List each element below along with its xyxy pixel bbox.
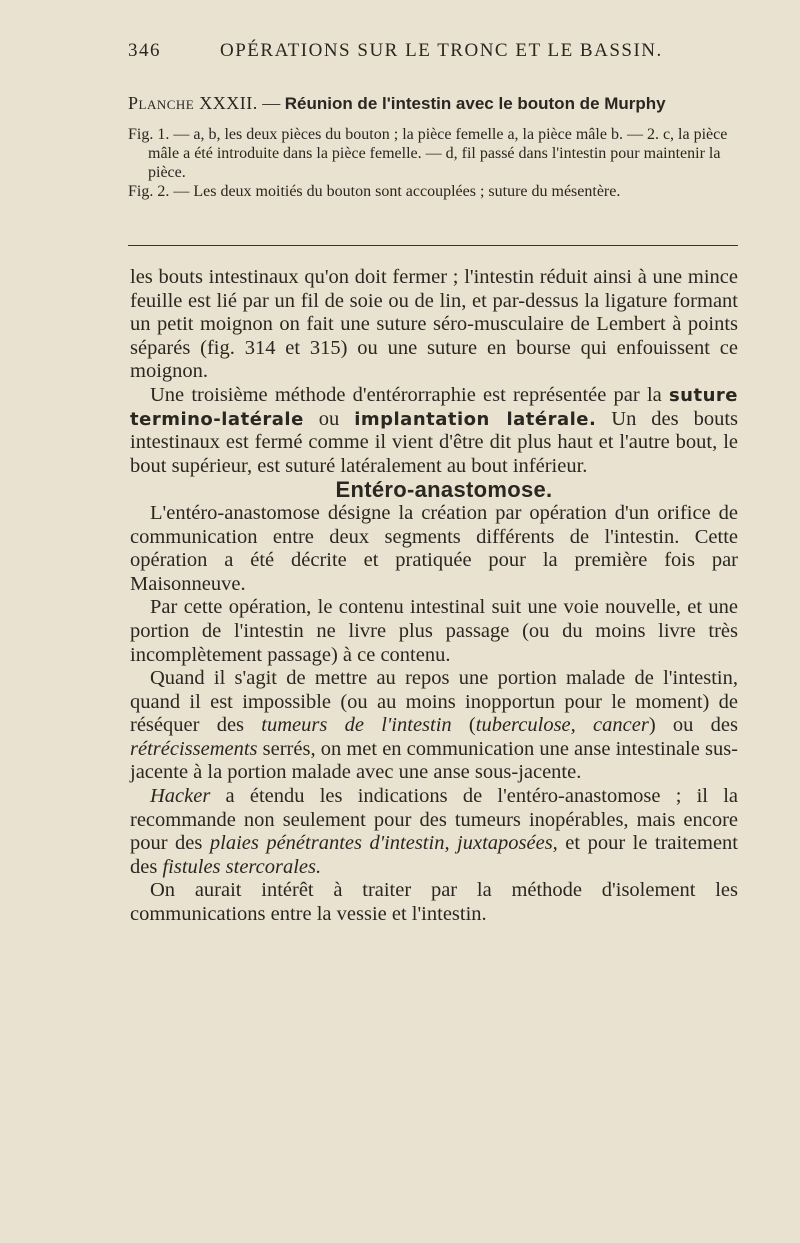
section-heading: Entéro-anastomose. [335, 477, 553, 503]
plate-title: Planche XXXII. — Réunion de l'intestin avec le bouton de Murphy [128, 93, 666, 113]
plate-heading: Réunion de l'intestin avec le bouton de Murphy [284, 94, 666, 113]
paragraph: Quand il s'agit de mettre au repos une portion malade de l'intestin, quand il est impossible (ou au moins inopportun pour le moment) de réséquer des tumeurs de l'intestin (tuberculose, cancer) ou des rétrécissements serrés, on met en communication une anse intestinale sus-jacente à la portion malade avec une anse sous-jacente. [130, 667, 739, 784]
figure-1-caption: Fig. 1. — a, b, les deux pièces du bouton ; la pièce femelle a, la pièce mâle b. — 2. c, la pièce mâle a été introduite dans la pièce femelle. — d, fil passé dans l'intestin pour maintenir la pièce. [128, 126, 728, 181]
bold-term: suture termino-latérale [130, 384, 738, 430]
paragraph: Par cette opération, le contenu intestinal suit une voie nouvelle, et une portion de l'intestin ne livre plus passage (ou du moins livre très incomplètement passage) à ce contenu. [130, 596, 738, 666]
plate-caption [128, 90, 738, 201]
paragraph: Hacker a étendu les indications de l'entéro-anastomose ; il la recommande non seulement pour des tumeurs inopérables, mais encore pour des plaies pénétrantes d'intestin, juxtaposées, et pour le traitement des fistules stercorales. [130, 785, 738, 878]
plate-label: Planche XXXII. [128, 93, 258, 113]
page-number: 346 [128, 40, 161, 61]
italic-term: rétrécissements [130, 737, 258, 760]
caption-divider [128, 245, 738, 246]
paragraph: les bouts intestinaux qu'on doit fermer ; l'intestin réduit ainsi à une mince feuille est lié par un fil de soie ou de lin, et par-dessus la ligature formant un petit moignon on fait une suture séro-musculaire de Lembert à points séparés (fig. 314 et 315) ou une suture en bourse qui enfouissent ce moignon. [130, 266, 738, 383]
paragraph: L'entéro-anastomose désigne la création par opération d'un orifice de communication entre deux segments différents de l'intestin. Cette opération a été décrite et pratiquée pour la première fois par Maisonneuve. [130, 501, 738, 595]
running-title: OPÉRATIONS SUR LE TRONC ET LE BASSIN. [220, 40, 663, 61]
bold-term: implantation latérale. [354, 408, 597, 430]
italic-term: Hacker [150, 785, 211, 808]
italic-term: tuberculose, cancer [475, 714, 649, 737]
paragraph: On aurait intérêt à traiter par la méthode d'isolement les communications entre la vessie et l'intestin. [130, 879, 738, 926]
body-text [130, 266, 738, 927]
italic-term: plaies pénétrantes d'intestin, juxtaposées, [209, 832, 558, 855]
italic-term: fistules stercorales. [162, 855, 322, 878]
paragraph: Une troisième méthode d'entérorraphie est représentée par la suture termino-latérale ou implantation latérale. Un des bouts intestinaux est fermé comme il vient d'être dit plus haut et l'autre bout, le bout supérieur, est suturé latéralement au bout inférieur. [130, 383, 738, 477]
figure-2-caption: Fig. 2. — Les deux moitiés du bouton sont accouplées ; suture du mésentère. [128, 183, 621, 200]
italic-term: tumeurs de l'intestin [261, 714, 452, 737]
